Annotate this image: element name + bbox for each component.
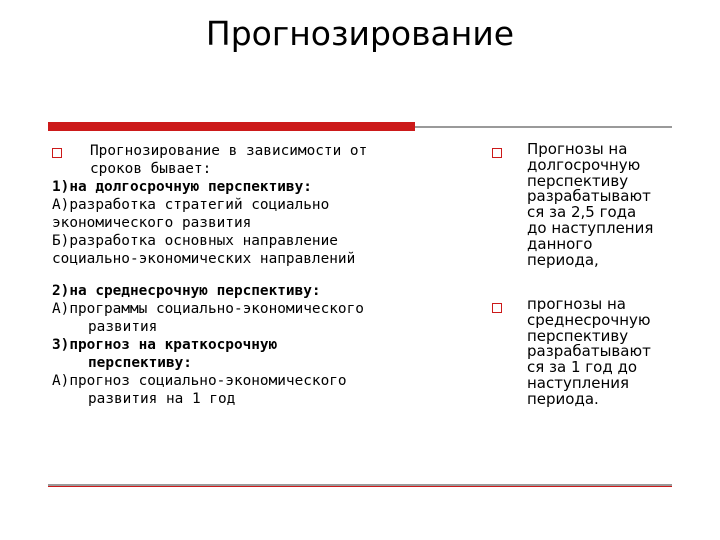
right-item-2-line: разрабатывают: [527, 342, 651, 361]
right-item-2-line: наступления: [527, 373, 630, 392]
long-term-item-b-line-2: социально-экономических направлений: [52, 251, 356, 267]
short-term-heading-line-2: перспективу:: [88, 355, 192, 371]
right-item-1-line: Прогнозы на: [527, 140, 628, 158]
right-item-1-line: до наступления: [527, 218, 654, 237]
long-term-item-a-line-2: экономического развития: [52, 215, 252, 231]
right-item-mid-term: [527, 297, 677, 408]
right-item-2-line: ся за 1 год до: [527, 358, 638, 377]
mid-term-item-a-line-2: развития: [88, 319, 158, 335]
right-item-1-line: данного: [527, 234, 593, 253]
right-item-1-line: разрабатывают: [527, 187, 651, 206]
long-term-item-a-line-1: А)разработка стратегий социально: [52, 197, 330, 213]
long-term-heading: 1)на долгосрочную перспективу:: [52, 179, 312, 195]
right-item-2-line: среднесрочную: [527, 310, 651, 329]
right-item-2-line: перспективу: [527, 326, 629, 345]
right-item-1-line: ся за 2,5 года: [527, 203, 637, 222]
bullet-square-icon: [492, 303, 502, 313]
right-item-1-line: периода,: [527, 250, 599, 269]
right-item-2-line: периода.: [527, 389, 599, 408]
left-column: [52, 142, 442, 408]
right-item-2-line: прогнозы на: [527, 295, 626, 313]
intro-line-1: Прогнозирование в зависимости от: [90, 143, 368, 159]
right-item-1-line: перспективу: [527, 171, 629, 190]
bullet-square-icon: [492, 148, 502, 158]
mid-term-item-a-line-1: А)программы социально-экономического: [52, 301, 364, 317]
top-accent-bar: [48, 122, 415, 131]
right-item-long-term: [527, 142, 677, 268]
slide-title: Прогнозирование: [205, 14, 515, 53]
mid-term-heading: 2)на среднесрочную перспективу:: [52, 283, 321, 299]
long-term-item-b-line-1: Б)разработка основных направление: [52, 233, 338, 249]
short-term-item-a-line-1: А)прогноз социально-экономического: [52, 373, 347, 389]
short-term-heading-line-1: 3)прогноз на краткосрочную: [52, 337, 278, 353]
bottom-accent-line: [48, 486, 672, 487]
short-term-item-a-line-2: развития на 1 год: [88, 391, 236, 407]
right-item-1-line: долгосрочную: [527, 155, 641, 174]
intro-line-2: сроков бывает:: [90, 161, 212, 177]
